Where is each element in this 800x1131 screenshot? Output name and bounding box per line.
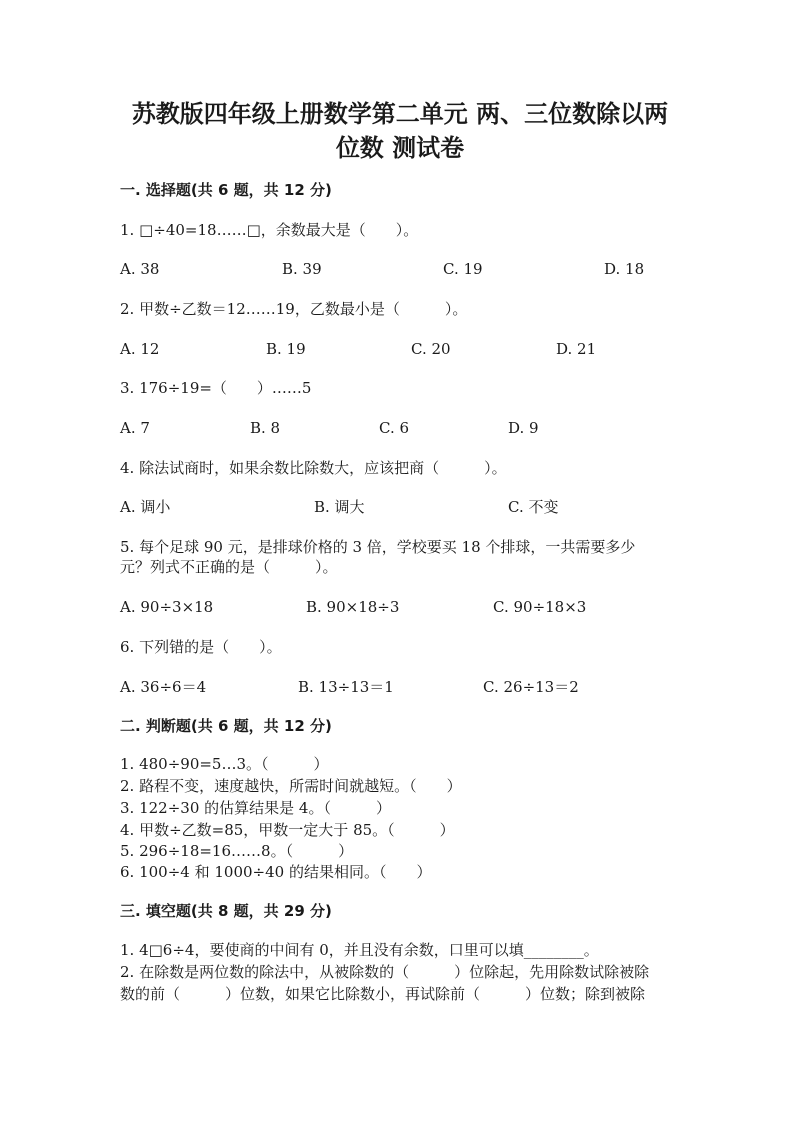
judge-item-3: 3. 122÷30 的估算结果是 4。（ ） (120, 799, 391, 817)
question-2-text: 2. 甲数÷乙数＝12……19，乙数最小是（ ）。 (120, 300, 468, 318)
judge-item-5: 5. 296÷18=16……8。（ ） (120, 842, 354, 860)
q3-option-b: B. 8 (250, 419, 281, 437)
page-title-line2: 位数 测试卷 (335, 133, 465, 162)
q5-option-c: C. 90÷18×3 (493, 598, 587, 616)
q2-option-a: A. 12 (120, 340, 160, 358)
q1-option-b: B. 39 (282, 260, 322, 278)
page-title-line1: 苏教版四年级上册数学第二单元 两、三位数除以两 (131, 99, 669, 128)
q6-option-b: B. 13÷13＝1 (298, 678, 394, 696)
question-4-text: 4. 除法试商时，如果余数比除数大，应该把商（ ）。 (120, 459, 507, 477)
q4-option-b: B. 调大 (314, 498, 365, 516)
judge-item-1: 1. 480÷90=5…3。（ ） (120, 755, 329, 773)
q6-option-c: C. 26÷13＝2 (483, 678, 579, 696)
q5-option-a: A. 90÷3×18 (120, 598, 214, 616)
judge-item-4: 4. 甲数÷乙数=85，甲数一定大于 85。（ ） (120, 821, 455, 839)
section3-heading: 三. 填空题(共 8 题，共 29 分) (120, 902, 332, 920)
section1-heading: 一. 选择题(共 6 题，共 12 分) (120, 181, 332, 199)
judge-item-6: 6. 100÷4 和 1000÷40 的结果相同。（ ） (120, 863, 432, 881)
fill-line-3: 数的前（ ）位数，如果它比除数小，再试除前（ ）位数；除到被除 (120, 985, 646, 1003)
question-3-text: 3. 176÷19=（ ）……5 (120, 379, 312, 397)
fill-line-1: 1. 4□6÷4，要使商的中间有 0，并且没有余数，口里可以填________。 (120, 941, 599, 959)
q6-option-a: A. 36÷6＝4 (120, 678, 207, 696)
q1-option-d: D. 18 (604, 260, 645, 278)
q1-option-a: A. 38 (120, 260, 160, 278)
q2-option-d: D. 21 (556, 340, 597, 358)
question-6-text: 6. 下列错的是（ ）。 (120, 638, 282, 656)
question-1-text: 1. □÷40=18……□，余数最大是（ ）。 (120, 221, 419, 239)
q3-option-a: A. 7 (120, 419, 150, 437)
fill-line-2: 2. 在除数是两位数的除法中，从被除数的（ ）位除起，先用除数试除被除 (120, 963, 650, 981)
q3-option-c: C. 6 (379, 419, 410, 437)
q3-option-d: D. 9 (508, 419, 539, 437)
q1-option-c: C. 19 (443, 260, 483, 278)
q2-option-b: B. 19 (266, 340, 306, 358)
q5-option-b: B. 90×18÷3 (306, 598, 400, 616)
q4-option-a: A. 调小 (120, 498, 171, 516)
section2-heading: 二. 判断题(共 6 题，共 12 分) (120, 717, 332, 735)
q2-option-c: C. 20 (411, 340, 451, 358)
judge-item-2: 2. 路程不变，速度越快，所需时间就越短。（ ） (120, 777, 462, 795)
q4-option-c: C. 不变 (508, 498, 559, 516)
question-5-text-line1: 5. 每个足球 90 元，是排球价格的 3 倍，学校要买 18 个排球，一共需要多少 (120, 538, 636, 556)
question-5-text-line2: 元？列式不正确的是（ ）。 (120, 558, 338, 576)
